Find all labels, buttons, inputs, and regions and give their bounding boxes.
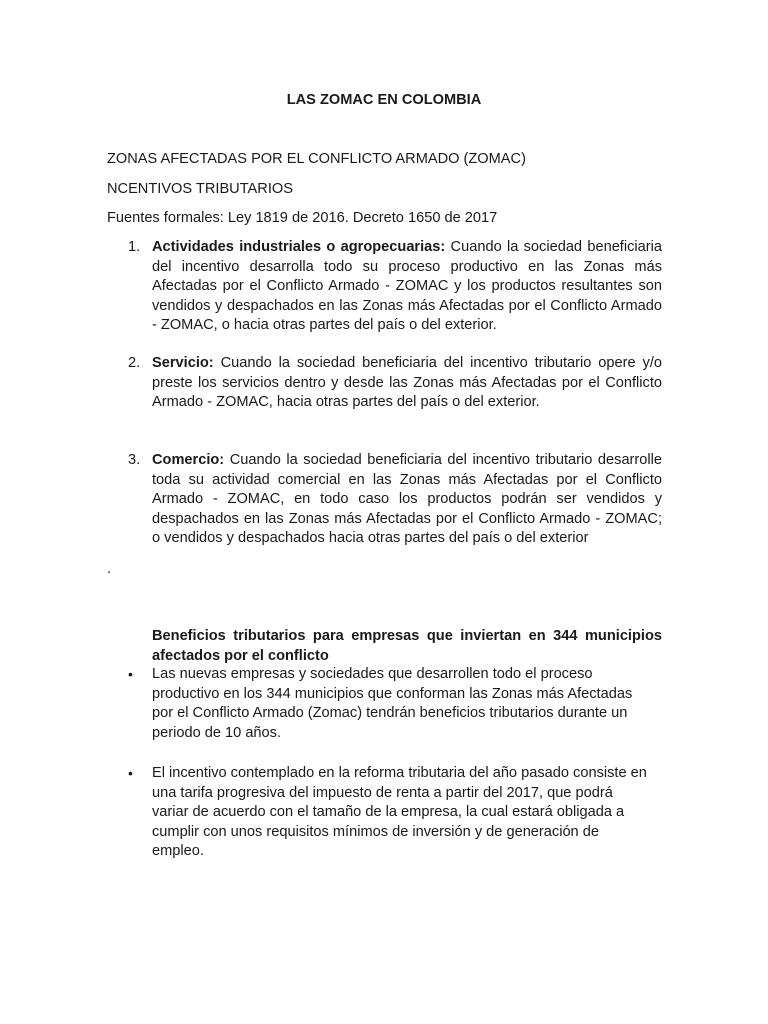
item-text: Cuando la sociedad beneficiaria del incentivo desarrolla todo su proceso productivo en las Zonas más Afectadas por el Conflicto Armado - ZOMAC y los productos resultantes son vendidos y despachados en las Zonas más Afectadas por el Conflicto Armado - ZOMAC, o hacia otras partes del país o del exterior. xyxy=(152,239,662,333)
bullet-mark: • xyxy=(128,666,133,682)
bullet-text: Las nuevas empresas y sociedades que desarrollen todo el proceso productivo en los 344 municipios que conforman las Zonas más Afectadas por el Conflicto Armado (Zomac) tendrán beneficios tributarios durante un periodo de 10 años. xyxy=(152,666,633,741)
numbered-item-industriales xyxy=(128,238,662,336)
item-text: Cuando la sociedad beneficiaria del incentivo tributario desarrolle toda su actividad comercial en las Zonas más Afectadas por el Conflicto Armado - ZOMAC, en todo caso los productos podrán ser vendidos y despachados en las Zonas más Afectadas por el Conflicto Armado - ZOMAC; o vendidos y despachados hacia otras partes del país o del exterior xyxy=(152,452,662,546)
bullet-item-incentivo xyxy=(128,764,662,862)
legal-sources-line: Fuentes formales: Ley 1819 de 2016. Decreto 1650 de 2017 xyxy=(107,210,498,226)
numbered-item-comercio xyxy=(128,451,662,549)
item-number: 2. xyxy=(128,355,141,371)
document-title: LAS ZOMAC EN COLOMBIA xyxy=(286,92,482,108)
item-label: Comercio: xyxy=(152,452,225,468)
section-heading-zomac: ZONAS AFECTADAS POR EL CONFLICTO ARMADO (ZOMAC) xyxy=(107,151,526,167)
bullet-mark: • xyxy=(128,765,133,781)
numbered-item-servicio xyxy=(128,354,662,413)
benefits-subheading: Beneficios tributarios para empresas que inviertan en 344 municipios afectados por el conflicto xyxy=(152,628,662,664)
stray-period: . xyxy=(107,561,112,577)
bullet-item-nuevas-empresas xyxy=(128,665,662,743)
item-number: 3. xyxy=(128,452,141,468)
item-label: Actividades industriales o agropecuarias: xyxy=(152,239,446,255)
item-body xyxy=(152,451,662,549)
item-number: 1. xyxy=(128,239,141,255)
bullet-text: El incentivo contemplado en la reforma tributaria del año pasado consiste en una tarifa progresiva del impuesto de renta a partir del 2017, que podrá variar de acuerdo con el tamaño de la empresa, la cual estará obligada a cumplir con unos requisitos mínimos de inversión y de generación de empleo. xyxy=(152,765,647,859)
item-label: Servicio: xyxy=(152,355,214,371)
item-text: Cuando la sociedad beneficiaria del incentivo tributario opere y/o preste los servicios dentro y desde las Zonas más Afectadas por el Conflicto Armado - ZOMAC, hacia otras partes del país o del exterior. xyxy=(152,355,662,410)
item-body xyxy=(152,354,662,413)
item-body xyxy=(152,238,662,336)
section-heading-incentivos: NCENTIVOS TRIBUTARIOS xyxy=(107,181,293,197)
